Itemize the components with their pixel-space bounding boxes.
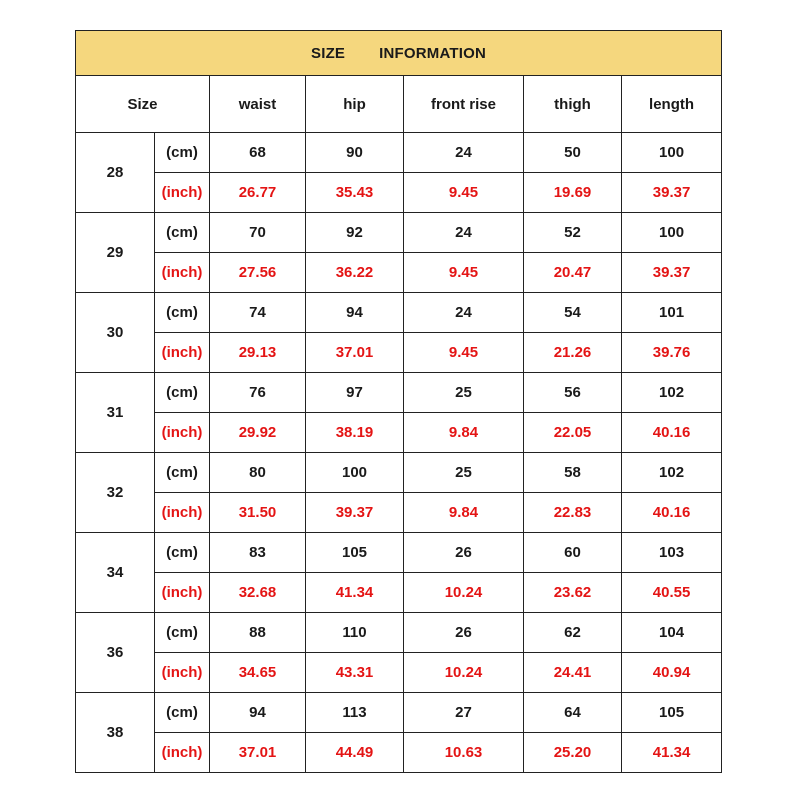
inch-thigh-cell: 21.26: [524, 333, 622, 373]
table-row: [76, 653, 722, 693]
title-size: SIZE: [311, 44, 346, 62]
inch-thigh-cell: 23.62: [524, 573, 622, 613]
cm-thigh-cell: 62: [524, 613, 622, 653]
cm-front-rise-cell: 27: [404, 693, 524, 733]
header-waist: waist: [210, 76, 306, 133]
inch-length-cell: 40.16: [622, 493, 722, 533]
unit-cm-label: (cm): [155, 613, 210, 653]
table-row: [76, 533, 722, 573]
header-row: [76, 76, 722, 133]
inch-thigh-cell: 24.41: [524, 653, 622, 693]
cm-waist-cell: 94: [210, 693, 306, 733]
cm-waist-cell: 83: [210, 533, 306, 573]
cm-front-rise-cell: 25: [404, 373, 524, 413]
table-title: [76, 31, 722, 76]
cm-front-rise-cell: 24: [404, 213, 524, 253]
inch-length-cell: 40.16: [622, 413, 722, 453]
cm-thigh-cell: 56: [524, 373, 622, 413]
cm-hip-cell: 90: [306, 133, 404, 173]
cm-waist-cell: 80: [210, 453, 306, 493]
cm-length-cell: 102: [622, 453, 722, 493]
inch-front-rise-cell: 9.84: [404, 493, 524, 533]
cm-hip-cell: 113: [306, 693, 404, 733]
inch-front-rise-cell: 9.45: [404, 253, 524, 293]
cm-length-cell: 105: [622, 693, 722, 733]
cm-length-cell: 103: [622, 533, 722, 573]
inch-length-cell: 39.37: [622, 253, 722, 293]
size-value: 29: [76, 213, 155, 293]
cm-front-rise-cell: 24: [404, 133, 524, 173]
cm-length-cell: 101: [622, 293, 722, 333]
unit-cm-label: (cm): [155, 293, 210, 333]
inch-front-rise-cell: 10.63: [404, 733, 524, 773]
cm-length-cell: 100: [622, 133, 722, 173]
header-front-rise: front rise: [404, 76, 524, 133]
table-row: [76, 493, 722, 533]
header-hip: hip: [306, 76, 404, 133]
unit-inch-label: (inch): [155, 733, 210, 773]
unit-cm-label: (cm): [155, 533, 210, 573]
unit-cm-label: (cm): [155, 693, 210, 733]
cm-thigh-cell: 64: [524, 693, 622, 733]
cm-waist-cell: 76: [210, 373, 306, 413]
cm-waist-cell: 88: [210, 613, 306, 653]
table-row: [76, 573, 722, 613]
size-information-table: [75, 30, 722, 773]
cm-waist-cell: 74: [210, 293, 306, 333]
inch-waist-cell: 27.56: [210, 253, 306, 293]
cm-hip-cell: 100: [306, 453, 404, 493]
inch-hip-cell: 36.22: [306, 253, 404, 293]
table-row: [76, 613, 722, 653]
inch-front-rise-cell: 9.45: [404, 173, 524, 213]
cm-thigh-cell: 60: [524, 533, 622, 573]
size-value: 34: [76, 533, 155, 613]
inch-front-rise-cell: 9.84: [404, 413, 524, 453]
cm-thigh-cell: 52: [524, 213, 622, 253]
cm-waist-cell: 68: [210, 133, 306, 173]
table-row: [76, 133, 722, 173]
cm-hip-cell: 105: [306, 533, 404, 573]
cm-thigh-cell: 58: [524, 453, 622, 493]
inch-waist-cell: 29.13: [210, 333, 306, 373]
table-row: [76, 373, 722, 413]
inch-thigh-cell: 19.69: [524, 173, 622, 213]
unit-inch-label: (inch): [155, 173, 210, 213]
table-row: [76, 453, 722, 493]
inch-thigh-cell: 22.05: [524, 413, 622, 453]
inch-length-cell: 39.76: [622, 333, 722, 373]
size-value: 32: [76, 453, 155, 533]
inch-hip-cell: 43.31: [306, 653, 404, 693]
inch-thigh-cell: 25.20: [524, 733, 622, 773]
inch-hip-cell: 37.01: [306, 333, 404, 373]
unit-inch-label: (inch): [155, 573, 210, 613]
cm-hip-cell: 110: [306, 613, 404, 653]
inch-hip-cell: 39.37: [306, 493, 404, 533]
inch-front-rise-cell: 10.24: [404, 573, 524, 613]
unit-inch-label: (inch): [155, 493, 210, 533]
table-row: [76, 213, 722, 253]
cm-hip-cell: 92: [306, 213, 404, 253]
unit-inch-label: (inch): [155, 253, 210, 293]
unit-cm-label: (cm): [155, 133, 210, 173]
table-row: [76, 173, 722, 213]
unit-inch-label: (inch): [155, 333, 210, 373]
cm-front-rise-cell: 26: [404, 533, 524, 573]
cm-waist-cell: 70: [210, 213, 306, 253]
inch-hip-cell: 35.43: [306, 173, 404, 213]
table-row: [76, 253, 722, 293]
size-value: 28: [76, 133, 155, 213]
inch-length-cell: 40.94: [622, 653, 722, 693]
inch-length-cell: 39.37: [622, 173, 722, 213]
cm-length-cell: 104: [622, 613, 722, 653]
inch-front-rise-cell: 9.45: [404, 333, 524, 373]
title-information: INFORMATION: [379, 44, 487, 62]
unit-cm-label: (cm): [155, 213, 210, 253]
size-value: 36: [76, 613, 155, 693]
inch-length-cell: 41.34: [622, 733, 722, 773]
cm-thigh-cell: 54: [524, 293, 622, 333]
cm-length-cell: 102: [622, 373, 722, 413]
cm-front-rise-cell: 25: [404, 453, 524, 493]
cm-front-rise-cell: 26: [404, 613, 524, 653]
table-row: [76, 333, 722, 373]
table-row: [76, 693, 722, 733]
inch-waist-cell: 31.50: [210, 493, 306, 533]
unit-inch-label: (inch): [155, 413, 210, 453]
inch-waist-cell: 37.01: [210, 733, 306, 773]
table-row: [76, 293, 722, 333]
inch-hip-cell: 38.19: [306, 413, 404, 453]
inch-thigh-cell: 20.47: [524, 253, 622, 293]
cm-length-cell: 100: [622, 213, 722, 253]
size-value: 30: [76, 293, 155, 373]
cm-thigh-cell: 50: [524, 133, 622, 173]
table-row: [76, 413, 722, 453]
cm-hip-cell: 97: [306, 373, 404, 413]
cm-front-rise-cell: 24: [404, 293, 524, 333]
unit-cm-label: (cm): [155, 373, 210, 413]
unit-cm-label: (cm): [155, 453, 210, 493]
size-chart: [75, 30, 721, 773]
table-row: [76, 733, 722, 773]
inch-waist-cell: 29.92: [210, 413, 306, 453]
header-length: length: [622, 76, 722, 133]
inch-length-cell: 40.55: [622, 573, 722, 613]
size-value: 31: [76, 373, 155, 453]
inch-waist-cell: 26.77: [210, 173, 306, 213]
cm-hip-cell: 94: [306, 293, 404, 333]
inch-waist-cell: 32.68: [210, 573, 306, 613]
header-thigh: thigh: [524, 76, 622, 133]
inch-front-rise-cell: 10.24: [404, 653, 524, 693]
unit-inch-label: (inch): [155, 653, 210, 693]
size-value: 38: [76, 693, 155, 773]
inch-waist-cell: 34.65: [210, 653, 306, 693]
inch-thigh-cell: 22.83: [524, 493, 622, 533]
inch-hip-cell: 44.49: [306, 733, 404, 773]
header-size: Size: [76, 76, 210, 133]
inch-hip-cell: 41.34: [306, 573, 404, 613]
